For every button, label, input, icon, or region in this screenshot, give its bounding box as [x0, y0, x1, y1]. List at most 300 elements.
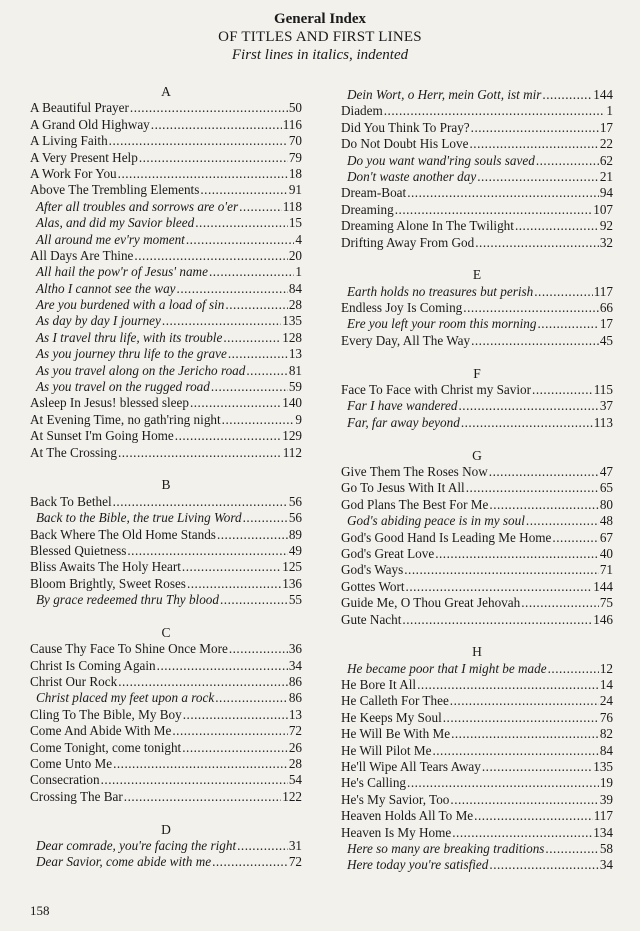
title-entry — [30, 740, 302, 756]
section-spacer — [30, 805, 302, 821]
left-index-column — [30, 84, 302, 871]
index-section-g — [341, 431, 613, 628]
entry-text: He Bore It All — [341, 677, 417, 693]
first-line-entry — [341, 857, 613, 873]
entry-page: 94 — [599, 185, 613, 201]
entry-page: 115 — [593, 382, 613, 398]
dot-leader — [545, 841, 598, 857]
dot-leader — [443, 710, 599, 726]
title-entry — [30, 707, 302, 723]
dot-leader — [124, 789, 281, 805]
title-entry — [341, 120, 613, 136]
entry-page: 22 — [599, 136, 613, 152]
dot-leader — [475, 235, 599, 251]
entry-page: 9 — [295, 411, 302, 427]
section-letter: B — [161, 477, 171, 493]
dot-leader — [521, 595, 599, 611]
dot-leader — [187, 576, 281, 592]
entry-page: 15 — [288, 215, 302, 231]
title-entry — [341, 792, 613, 808]
entry-text: Gottes Wort — [341, 578, 405, 594]
entry-text: Bloom Brightly, Sweet Roses — [30, 575, 186, 591]
entry-text: A Living Faith — [30, 133, 108, 149]
entry-text: All Days Are Thine — [30, 247, 134, 263]
index-subtitle: OF TITLES AND FIRST LINES — [218, 29, 422, 45]
entry-text: Dreaming Alone In The Twilight — [341, 218, 514, 234]
dot-leader — [471, 120, 599, 136]
entry-page: 71 — [599, 562, 613, 578]
first-line-entry — [341, 169, 613, 185]
dot-leader — [239, 199, 282, 215]
dot-leader — [452, 825, 592, 841]
entry-text: Gute Nacht — [341, 611, 402, 627]
entry-page: 118 — [282, 198, 302, 214]
entry-page: 56 — [288, 493, 302, 509]
entry-page: 54 — [288, 772, 302, 788]
index-section-e — [341, 251, 613, 349]
entry-text: At Sunset I'm Going Home — [30, 428, 174, 444]
dot-leader — [458, 398, 598, 414]
first-line-entry — [341, 398, 613, 414]
title-entry — [30, 559, 302, 575]
dot-leader — [228, 346, 288, 362]
entry-text: Earth holds no treasures but perish — [347, 283, 534, 299]
dot-leader — [246, 363, 287, 379]
dot-leader — [118, 445, 282, 461]
section-letter: G — [472, 447, 482, 463]
dot-leader — [182, 740, 288, 756]
title-entry — [30, 445, 302, 461]
title-entry — [30, 117, 302, 133]
dot-leader — [134, 248, 287, 264]
dot-leader — [215, 690, 288, 706]
entry-page: 116 — [282, 116, 302, 132]
entry-page: 84 — [599, 742, 613, 758]
first-line-entry — [30, 592, 302, 608]
first-line-entry — [30, 281, 302, 297]
dot-leader — [466, 480, 599, 496]
dot-leader — [172, 723, 287, 739]
dot-leader — [113, 756, 288, 772]
first-line-entry — [30, 690, 302, 706]
entry-page: 62 — [599, 152, 613, 168]
entry-text: Cause Thy Face To Shine Once More — [30, 641, 228, 657]
entry-text: Back to the Bible, the true Living Word — [36, 510, 242, 526]
entry-page: 21 — [599, 168, 613, 184]
entry-text: A Very Present Help — [30, 149, 138, 165]
dot-leader — [222, 412, 295, 428]
first-line-entry — [30, 838, 302, 854]
entry-page: 1 — [606, 103, 613, 119]
first-line-entry — [341, 153, 613, 169]
dot-leader — [515, 218, 599, 234]
index-title: General Index — [273, 11, 367, 27]
entry-text: Above The Trembling Elements — [30, 182, 200, 198]
dot-leader — [182, 559, 281, 575]
section-spacer — [30, 461, 302, 477]
first-line-entry — [30, 379, 302, 395]
section-letter: A — [161, 84, 171, 99]
title-entry — [341, 333, 613, 349]
entry-page: 70 — [288, 133, 302, 149]
entry-text: By grace redeemed thru Thy blood — [36, 592, 219, 608]
title-entry — [341, 562, 613, 578]
entry-text: All hail the pow'r of Jesus' name — [36, 264, 208, 280]
dot-leader — [451, 726, 599, 742]
entry-text: Back To Bethel — [30, 493, 112, 509]
entry-page: 72 — [288, 854, 302, 870]
entry-text: As you travel on the rugged road — [36, 379, 210, 395]
section-letter: C — [161, 624, 171, 640]
entry-text: Dreaming — [341, 201, 394, 217]
index-note: First lines in italics, indented — [231, 47, 409, 63]
entry-text: Do you want wand'ring souls saved — [347, 152, 535, 168]
entry-text: He's My Savior, Too — [341, 791, 450, 807]
first-line-entry — [30, 313, 302, 329]
entry-page: 86 — [288, 674, 302, 690]
dot-leader — [211, 379, 288, 395]
dot-leader — [384, 103, 606, 119]
title-entry — [341, 677, 613, 693]
title-entry — [30, 182, 302, 198]
dot-leader — [130, 100, 288, 116]
title-entry — [341, 497, 613, 513]
title-entry — [341, 382, 613, 398]
dot-leader — [162, 313, 281, 329]
entry-text: He's Calling — [341, 775, 407, 791]
entry-text: As you journey thru life to the grave — [36, 346, 227, 362]
dot-leader — [471, 333, 599, 349]
title-entry — [30, 248, 302, 264]
entry-page: 81 — [288, 362, 302, 378]
title-entry — [341, 743, 613, 759]
entry-page: 129 — [282, 428, 302, 444]
entry-text: Crossing The Bar — [30, 788, 123, 804]
entry-text: At The Crossing — [30, 444, 117, 460]
entry-text: Here so many are breaking traditions — [347, 840, 545, 856]
entry-page: 107 — [593, 201, 613, 217]
entry-text: Here today you're satisfied — [347, 857, 489, 873]
entry-page: 113 — [593, 414, 613, 430]
section-letter: D — [161, 821, 171, 837]
entry-page: 136 — [282, 575, 302, 591]
section-letter: E — [472, 267, 482, 283]
dot-leader — [548, 661, 599, 677]
entry-page: 128 — [282, 329, 302, 345]
entry-text: Dear Savior, come abide with me — [36, 854, 212, 870]
entry-text: God's Ways — [341, 562, 404, 578]
dot-leader — [175, 428, 281, 444]
entry-page: 58 — [599, 840, 613, 856]
entry-text: Dream-Boat — [341, 185, 407, 201]
title-entry — [30, 772, 302, 788]
section-letter: F — [473, 365, 481, 381]
entry-page: 26 — [288, 739, 302, 755]
entry-text: Face To Face with Christ my Savior — [341, 382, 532, 398]
title-entry — [341, 825, 613, 841]
entry-text: Come And Abide With Me — [30, 723, 172, 739]
title-entry — [341, 579, 613, 595]
entry-page: 14 — [599, 677, 613, 693]
title-entry — [341, 235, 613, 251]
dot-leader — [482, 759, 592, 775]
entry-page: 59 — [288, 379, 302, 395]
dot-leader — [474, 808, 593, 824]
entry-page: 49 — [288, 542, 302, 558]
dot-leader — [542, 87, 592, 103]
entry-page: 17 — [599, 119, 613, 135]
entry-page: 82 — [599, 726, 613, 742]
first-line-entry — [30, 215, 302, 231]
entry-page: 48 — [599, 513, 613, 529]
dot-leader — [212, 854, 288, 870]
title-entry — [30, 100, 302, 116]
entry-page: 39 — [599, 791, 613, 807]
entry-text: He'll Wipe All Tears Away — [341, 759, 481, 775]
dot-leader — [139, 150, 288, 166]
entry-text: He became poor that I might be made — [347, 660, 547, 676]
entry-page: 1 — [295, 264, 302, 280]
entry-text: Every Day, All The Way — [341, 332, 471, 348]
entry-page: 13 — [288, 346, 302, 362]
first-line-entry — [341, 316, 613, 332]
entry-page: 122 — [282, 788, 302, 804]
first-line-entry — [341, 87, 613, 103]
entry-text: Bliss Awaits The Holy Heart — [30, 559, 181, 575]
dot-leader — [489, 464, 599, 480]
dot-leader — [469, 136, 598, 152]
title-entry — [341, 103, 613, 119]
entry-text: As day by day I journey — [36, 313, 161, 329]
entry-text: Did You Think To Pray? — [341, 119, 470, 135]
first-line-entry — [30, 232, 302, 248]
section-spacer — [341, 251, 613, 267]
entry-page: 144 — [593, 578, 613, 594]
first-line-entry — [30, 363, 302, 379]
entry-text: Far I have wandered — [347, 398, 458, 414]
dot-leader — [536, 153, 599, 169]
title-entry — [341, 185, 613, 201]
title-entry — [341, 300, 613, 316]
entry-text: He Will Be With Me — [341, 726, 451, 742]
title-entry — [341, 595, 613, 611]
entry-page: 80 — [599, 496, 613, 512]
dot-leader — [223, 330, 281, 346]
entry-page: 19 — [599, 775, 613, 791]
entry-page: 66 — [599, 300, 613, 316]
entry-page: 40 — [599, 545, 613, 561]
entry-page: 32 — [599, 234, 613, 250]
dot-leader — [435, 546, 599, 562]
entry-page: 125 — [282, 559, 302, 575]
entry-text: At Evening Time, no gath'ring night — [30, 411, 221, 427]
title-entry — [30, 527, 302, 543]
index-section-a — [30, 84, 302, 461]
entry-text: Heaven Is My Home — [341, 824, 452, 840]
entry-page: 140 — [282, 395, 302, 411]
entry-text: Don't waste another day — [347, 168, 477, 184]
entry-page: 92 — [599, 218, 613, 234]
title-entry — [30, 576, 302, 592]
title-entry — [30, 150, 302, 166]
title-entry — [30, 723, 302, 739]
entry-page: 75 — [599, 595, 613, 611]
entry-page: 36 — [288, 641, 302, 657]
entry-text: Christ Our Rock — [30, 674, 118, 690]
entry-text: Give Them The Roses Now — [341, 463, 488, 479]
dot-leader — [127, 543, 287, 559]
entry-page: 76 — [599, 709, 613, 725]
title-entry — [341, 136, 613, 152]
entry-text: Endless Joy Is Coming — [341, 300, 463, 316]
section-spacer — [341, 431, 613, 447]
first-line-entry — [30, 854, 302, 870]
entry-text: Dein Wort, o Herr, mein Gott, ist mir — [347, 87, 542, 102]
entry-page: 28 — [288, 756, 302, 772]
entry-text: Are you burdened with a load of sin — [36, 297, 225, 313]
entry-page: 86 — [288, 690, 302, 706]
dot-leader — [229, 641, 288, 657]
dot-leader — [118, 166, 288, 182]
index-section-d — [30, 805, 302, 871]
dot-leader — [118, 674, 288, 690]
entry-page: 4 — [295, 231, 302, 247]
title-entry — [30, 658, 302, 674]
title-entry — [30, 412, 302, 428]
first-line-entry — [30, 330, 302, 346]
entry-text: As you travel along on the Jericho road — [36, 362, 246, 378]
dot-leader — [109, 133, 288, 149]
entry-page: 79 — [288, 149, 302, 165]
entry-page: 112 — [282, 444, 302, 460]
right-index-column — [341, 87, 613, 874]
first-line-entry — [341, 841, 613, 857]
dot-leader — [186, 232, 295, 248]
entry-page: 47 — [599, 463, 613, 479]
entry-text: Drifting Away From God — [341, 234, 475, 250]
entry-text: Go To Jesus With It All — [341, 480, 465, 496]
entry-text: A Grand Old Highway — [30, 116, 150, 132]
dot-leader — [101, 772, 288, 788]
dot-leader — [177, 281, 288, 297]
entry-page: 28 — [288, 297, 302, 313]
entry-page: 134 — [593, 824, 613, 840]
entry-text: Dear comrade, you're facing the right — [36, 837, 237, 853]
first-line-entry — [341, 513, 613, 529]
entry-text: Christ Is Coming Again — [30, 657, 156, 673]
entry-text: Asleep In Jesus! blessed sleep — [30, 395, 189, 411]
dot-leader — [404, 562, 599, 578]
dot-leader — [395, 202, 592, 218]
entry-text: Ere you left your room this morning — [347, 316, 537, 332]
dot-leader — [157, 658, 288, 674]
dot-leader — [534, 284, 592, 300]
title-entry — [341, 710, 613, 726]
entry-text: Blessed Quietness — [30, 542, 127, 558]
entry-text: Consecration — [30, 772, 100, 788]
title-entry — [30, 789, 302, 805]
title-entry — [341, 808, 613, 824]
entry-text: God Plans The Best For Me — [341, 496, 489, 512]
first-line-entry — [30, 297, 302, 313]
title-entry — [341, 612, 613, 628]
first-line-entry — [30, 510, 302, 526]
entry-text: He Calleth For Thee — [341, 693, 449, 709]
dot-leader — [407, 185, 599, 201]
section-spacer — [30, 609, 302, 625]
entry-page: 34 — [288, 657, 302, 673]
dot-leader — [220, 592, 288, 608]
dot-leader — [237, 838, 288, 854]
entry-text: Back Where The Old Home Stands — [30, 526, 216, 542]
entry-page: 17 — [599, 316, 613, 332]
dot-leader — [406, 579, 593, 595]
entry-page: 31 — [288, 837, 302, 853]
first-line-entry — [30, 346, 302, 362]
first-line-entry — [341, 284, 613, 300]
dot-leader — [407, 775, 599, 791]
dot-leader — [402, 612, 592, 628]
entry-page: 34 — [599, 857, 613, 873]
entry-text: Come Tonight, come tonight — [30, 739, 182, 755]
entry-page: 13 — [288, 706, 302, 722]
entry-page: 37 — [599, 398, 613, 414]
entry-text: Diadem — [341, 103, 383, 119]
first-line-entry — [341, 661, 613, 677]
dot-leader — [489, 497, 598, 513]
title-entry — [341, 202, 613, 218]
title-entry — [30, 166, 302, 182]
dot-leader — [417, 677, 599, 693]
entry-page: 20 — [288, 247, 302, 263]
dot-leader — [113, 494, 288, 510]
title-entry — [30, 756, 302, 772]
entry-page: 135 — [282, 313, 302, 329]
dot-leader — [477, 169, 599, 185]
entry-page: 84 — [288, 280, 302, 296]
entry-page: 135 — [593, 759, 613, 775]
entry-text: God's abiding peace is in my soul — [347, 513, 525, 529]
entry-text: God's Good Hand Is Leading Me Home — [341, 529, 552, 545]
dot-leader — [450, 792, 598, 808]
title-entry — [30, 395, 302, 411]
index-section-c — [30, 609, 302, 806]
first-line-entry — [30, 199, 302, 215]
dot-leader — [532, 382, 593, 398]
entry-text: Cling To The Bible, My Boy — [30, 706, 182, 722]
dot-leader — [243, 510, 288, 526]
entry-text: Alas, and did my Savior bleed — [36, 215, 195, 231]
dot-leader — [200, 182, 287, 198]
index-section-b — [30, 461, 302, 609]
dot-leader — [552, 530, 598, 546]
entry-text: God's Great Love — [341, 545, 435, 561]
index-section-f — [341, 349, 613, 431]
entry-page: 65 — [599, 480, 613, 496]
index-section-h — [341, 628, 613, 874]
title-entry — [30, 674, 302, 690]
section-letter: H — [472, 644, 482, 660]
dot-leader — [463, 300, 599, 316]
entry-text: Come Unto Me — [30, 756, 113, 772]
dot-leader — [450, 693, 599, 709]
entry-text: Altho I cannot see the way — [36, 280, 176, 296]
entry-page: 72 — [288, 723, 302, 739]
entry-text: All around me ev'ry moment — [36, 231, 185, 247]
entry-text: A Beautiful Prayer — [30, 100, 129, 116]
title-entry — [341, 775, 613, 791]
entry-text: A Work For You — [30, 165, 117, 181]
